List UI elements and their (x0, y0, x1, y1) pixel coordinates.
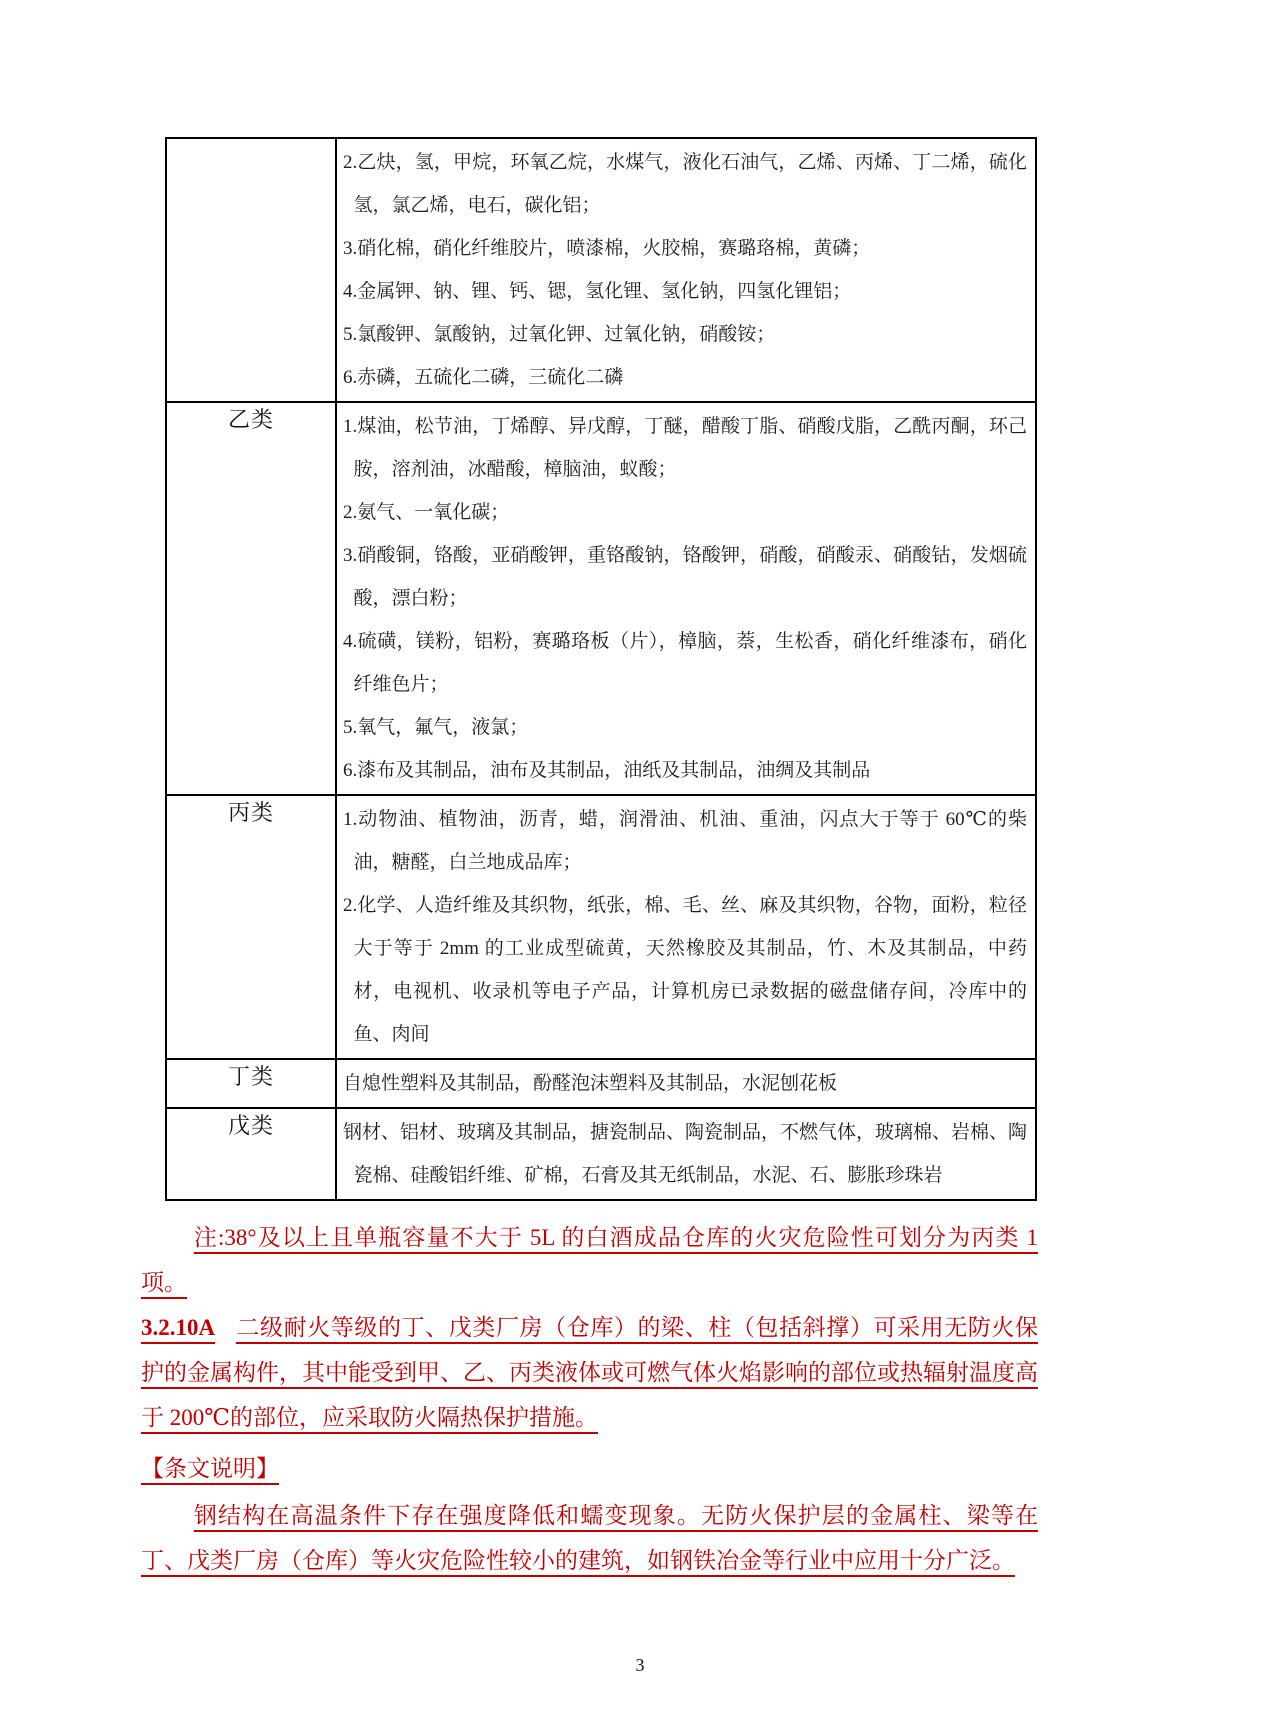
item-text: 1.煤油，松节油，丁烯醇、异戊醇，丁醚，醋酸丁脂、硝酸戊脂，乙酰丙酮，环己胺，溶剂油，冰醋酸，樟脑油，蚁酸； (343, 416, 1027, 480)
explanation-heading: 【条文说明】 (141, 1456, 279, 1481)
category-label-bing: 丙类 (166, 795, 336, 1059)
item-text: 自熄性塑料及其制品，酚醛泡沫塑料及其制品，水泥刨花板 (343, 1073, 838, 1094)
item-text: 6.漆布及其制品，油布及其制品，油纸及其制品，油绸及其制品 (343, 760, 871, 781)
category-items-cell (336, 402, 1036, 795)
category-items-cell (336, 138, 1036, 402)
page-number: 3 (635, 1655, 645, 1675)
item-text: 4.硫磺，镁粉，铝粉，赛璐珞板（片），樟脑，萘，生松香，硝化纤维漆布，硝化纤维色片； (343, 631, 1027, 695)
table-note: 注:38°及以上且单瓶容量不大于 5L 的白酒成品仓库的火灾危险性可划分为丙类 1 项。 (141, 1225, 1038, 1295)
table-row-ding (166, 1059, 1036, 1108)
clause-number: 3.2.10A (141, 1315, 216, 1340)
item-text: 2.氨气、一氧化碳； (343, 502, 510, 523)
item-text: 钢材、铝材、玻璃及其制品，搪瓷制品、陶瓷制品，不燃气体，玻璃棉、岩棉、陶瓷棉、硅酸铝纤维、矿棉，石膏及其无纸制品，水泥、石、膨胀珍珠岩 (343, 1122, 1028, 1186)
table-row-jia-continued (166, 138, 1036, 402)
item-text: 3.硝酸铜，铬酸，亚硝酸钾，重铬酸钠，铬酸钾，硝酸，硝酸汞、硝酸钴，发烟硫酸，漂白粉； (343, 545, 1027, 609)
clause-text: 二级耐火等级的丁、戊类厂房（仓库）的梁、柱（包括斜撑）可采用无防火保护的金属构件，其中能受到甲、乙、丙类液体或可燃气体火焰影响的部位或热辐射温度高于 200℃的部位，应采取防火隔热保护措施。 (141, 1315, 1038, 1430)
item-text: 3.硝化棉，硝化纤维胶片，喷漆棉，火胶棉，赛璐珞棉，黄磷； (343, 238, 871, 259)
annotation-block (141, 1215, 1038, 1583)
explanation-paragraph: 钢结构在高温条件下存在强度降低和蠕变现象。无防火保护层的金属柱、梁等在丁、戊类厂房（仓库）等火灾危险性较小的建筑，如钢铁冶金等行业中应用十分广泛。 (141, 1503, 1038, 1573)
category-items-cell (336, 795, 1036, 1059)
item-text: 4.金属钾、钠、锂、钙、锶，氢化锂、氢化钠，四氢化锂铝； (343, 281, 852, 302)
table-row-yi (166, 402, 1036, 795)
item-text: 5.氯酸钾、氯酸钠，过氧化钾、过氧化钠，硝酸铵； (343, 324, 776, 345)
category-items-cell (336, 1059, 1036, 1108)
item-text: 6.赤磷，五硫化二磷，三硫化二磷 (343, 367, 624, 388)
category-items-cell (336, 1108, 1036, 1200)
table-row-wu (166, 1108, 1036, 1200)
item-text: 2.乙炔，氢，甲烷，环氧乙烷，水煤气，液化石油气，乙烯、丙烯、丁二烯，硫化氢，氯乙烯，电石，碳化铝； (343, 152, 1027, 216)
fire-hazard-classification-table (165, 137, 1037, 1201)
category-label-yi: 乙类 (166, 402, 336, 795)
page-content (141, 137, 1038, 1583)
category-label-wu: 戊类 (166, 1108, 336, 1200)
category-label-empty (166, 138, 336, 402)
clause-3-2-10A (141, 1305, 1038, 1440)
item-text: 5.氧气，氟气，液氯； (343, 717, 529, 738)
item-text: 1.动物油、植物油，沥青，蜡，润滑油、机油、重油，闪点大于等于 60℃的柴油，糖醛，白兰地成品库； (343, 809, 1027, 873)
category-label-ding: 丁类 (166, 1059, 336, 1108)
table-row-bing (166, 795, 1036, 1059)
item-text: 2.化学、人造纤维及其织物，纸张，棉、毛、丝、麻及其织物，谷物，面粉，粒径大于等于 2mm 的工业成型硫黄，天然橡胶及其制品，竹、木及其制品，中药材，电视机、收录机等电子产品，计算机房已录数据的磁盘储存间，冷库中的鱼、肉间 (343, 895, 1027, 1045)
